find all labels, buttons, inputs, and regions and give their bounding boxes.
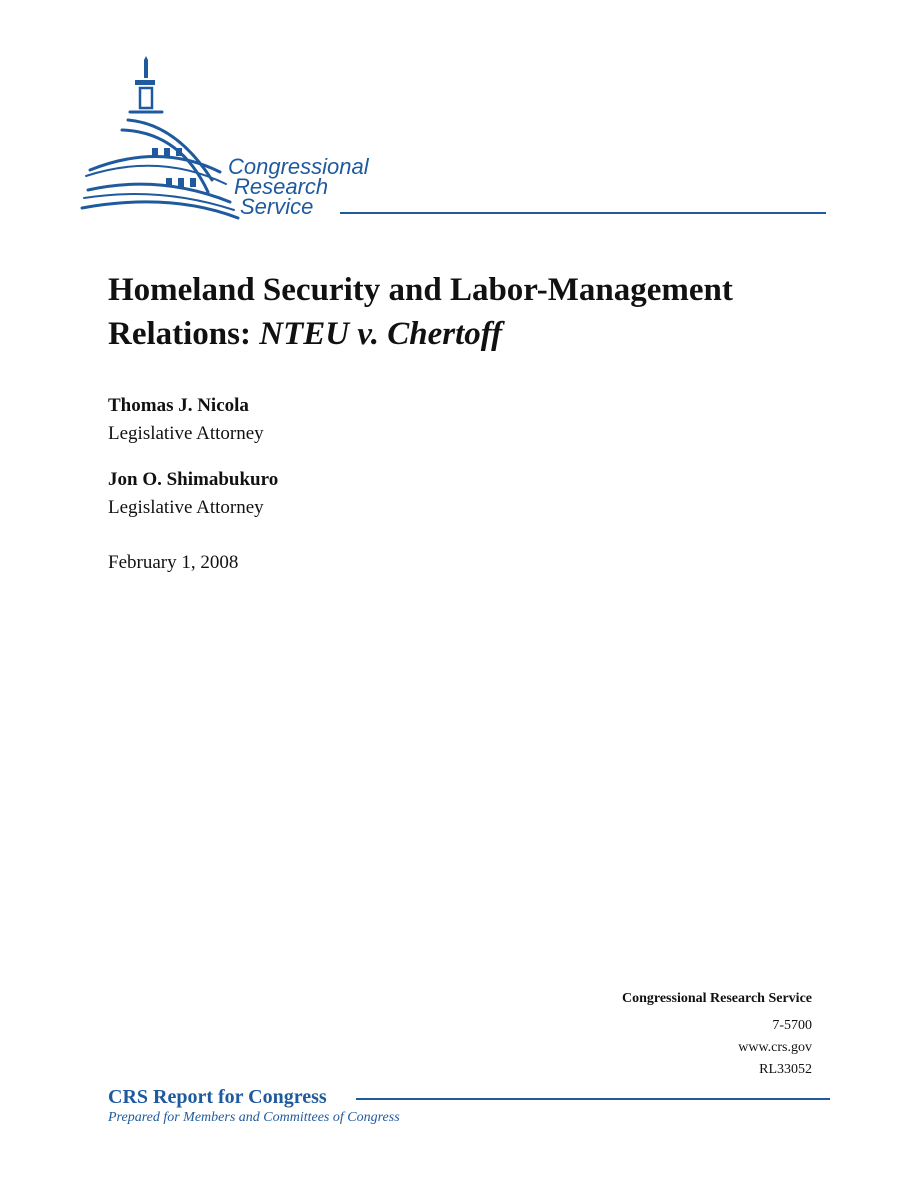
- title-line-2-prefix: Relations:: [108, 316, 260, 352]
- footer-subtitle: Prepared for Members and Committees of Congress: [108, 1110, 400, 1125]
- org-name: Congressional Research Service: [621, 991, 812, 1006]
- author-2-role: Legislative Attorney: [108, 497, 264, 518]
- title-case-name: NTEU v. Chertoff: [259, 316, 503, 352]
- report-date: February 1, 2008: [108, 552, 239, 573]
- logo-divider: [340, 212, 826, 214]
- capitol-dome-icon: [80, 52, 240, 224]
- website: www.crs.gov: [738, 1040, 812, 1055]
- author-2-name: Jon O. Shimabukuro: [108, 469, 279, 490]
- crs-logo: [80, 52, 410, 224]
- report-number: RL33052: [759, 1062, 812, 1077]
- title-line-1: Homeland Security and Labor-Management: [108, 272, 733, 308]
- author-1-role: Legislative Attorney: [108, 423, 264, 444]
- logo-line-2: Research: [234, 174, 329, 199]
- footer-divider: [356, 1098, 830, 1100]
- logo-line-3: Service: [240, 194, 314, 219]
- logo-line-1: Congressional: [228, 154, 369, 179]
- footer-title: CRS Report for Congress: [108, 1086, 327, 1108]
- report-title: [108, 268, 828, 356]
- author-1-name: Thomas J. Nicola: [108, 395, 249, 416]
- phone: 7-5700: [772, 1018, 812, 1033]
- logo-wordmark: [228, 154, 369, 219]
- title-line-2: [108, 312, 828, 356]
